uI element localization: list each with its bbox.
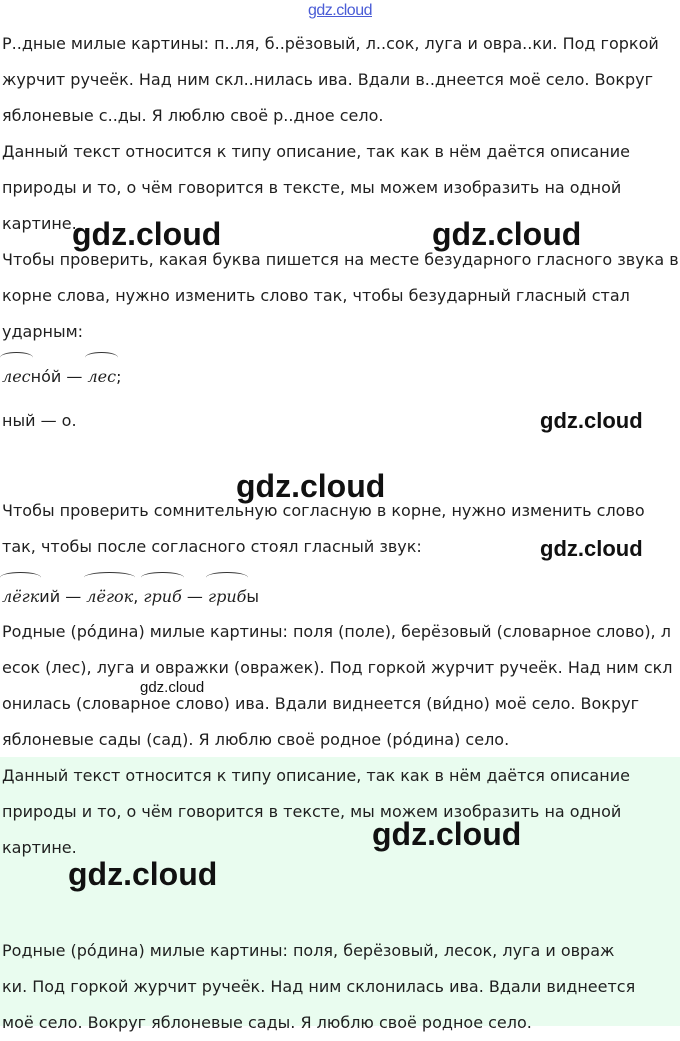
vowel-rule xyxy=(2,242,678,350)
green-explanation xyxy=(2,758,678,866)
watermark: gdz.cloud xyxy=(372,816,522,852)
word-ending: но́й xyxy=(30,367,62,386)
text-line: Родные (ро́дина) милые картины: поля (поле), берёзовый (словарное слово), л xyxy=(2,622,671,641)
watermark: gdz.cloud xyxy=(540,408,643,433)
answer-text xyxy=(2,614,678,758)
root-arc-icon xyxy=(206,572,248,583)
root-arc-icon xyxy=(84,572,135,583)
text-line: есок (лес), луга и овражки (овражек). Под горкой журчит ручеёк. Над ним скл xyxy=(2,658,673,677)
watermark: gdz.cloud xyxy=(140,679,205,696)
text-line: природы и то, о чём говорится в тексте, мы можем изобразить на одной xyxy=(2,802,622,821)
text-line: природы и то, о чём говорится в тексте, мы можем изобразить на одной xyxy=(2,178,622,197)
text-line: ударным: xyxy=(2,322,84,341)
root-arc-icon xyxy=(0,572,41,583)
text-line: так, чтобы после согласного стоял гласный звук: xyxy=(2,537,422,556)
morph-root: лес xyxy=(2,360,31,394)
punctuation: , xyxy=(133,587,139,606)
dash: — xyxy=(66,367,83,386)
watermark: gdz.cloud xyxy=(432,216,582,252)
text-line: Р..дные милые картины: п..ля, б..рёзовый, л..сок, луга и овра..ки. Под горкой xyxy=(2,34,659,53)
text-line: картине. xyxy=(2,838,77,857)
text-line: яблоневые с..ды. Я люблю своё р..дное село. xyxy=(2,106,384,125)
text-line: Родные (ро́дина) милые картины: поля, берёзовый, лесок, луга и овраж xyxy=(2,941,615,960)
morph-root: гриб xyxy=(143,580,181,614)
word-ending: ий xyxy=(39,587,61,606)
text-line: Данный текст относится к типу описание, так как в нём даётся описание xyxy=(2,766,630,785)
morph-root: лес xyxy=(87,360,116,394)
text-line: корне слова, нужно изменить слово так, чтобы безударный гласный стал xyxy=(2,286,630,305)
dash: — xyxy=(65,587,82,606)
watermark: gdz.cloud xyxy=(72,216,222,252)
watermark: gdz.cloud xyxy=(540,536,643,561)
text-line: онилась (словарное слово) ива. Вдали виднеется (ви́дно) моё село. Вокруг xyxy=(2,694,639,713)
root-arc-icon xyxy=(0,352,33,363)
text-line: ный — о. xyxy=(2,411,77,430)
vowel-example xyxy=(2,360,121,400)
text-line: моё село. Вокруг яблоневые сады. Я люблю своё родное село. xyxy=(2,1013,532,1032)
text-line: яблоневые сады (сад). Я люблю своё родное (ро́дина) село. xyxy=(2,730,510,749)
watermark: gdz.cloud xyxy=(68,856,218,892)
root-arc-icon xyxy=(85,352,118,363)
text-line: ки. Под горкой журчит ручеёк. Над ним склонилась ива. Вдали виднеется xyxy=(2,977,636,996)
root-arc-icon xyxy=(141,572,183,583)
punctuation: ; xyxy=(116,367,122,386)
word-ending: ы xyxy=(246,587,260,606)
text-line: Чтобы проверить сомнительную согласную в корне, нужно изменить слово xyxy=(2,501,645,520)
task-text xyxy=(2,26,678,134)
green-answer xyxy=(2,933,678,1041)
text-line: Чтобы проверить, какая буква пишется на месте безударного гласного звука в xyxy=(2,250,679,269)
morph-root: гриб xyxy=(208,580,246,614)
site-watermark-top: gdz.cloud xyxy=(308,2,372,19)
text-line: журчит ручеёк. Над ним скл..нилась ива. Вдали в..днеется моё село. Вокруг xyxy=(2,70,654,89)
text-line: картине. xyxy=(2,214,77,233)
watermark: gdz.cloud xyxy=(236,468,386,504)
morph-root: лёгк xyxy=(2,580,39,614)
dash: — xyxy=(186,587,203,606)
text-line: Данный текст относится к типу описание, так как в нём даётся описание xyxy=(2,142,630,161)
morph-root: лёгок xyxy=(86,580,133,614)
